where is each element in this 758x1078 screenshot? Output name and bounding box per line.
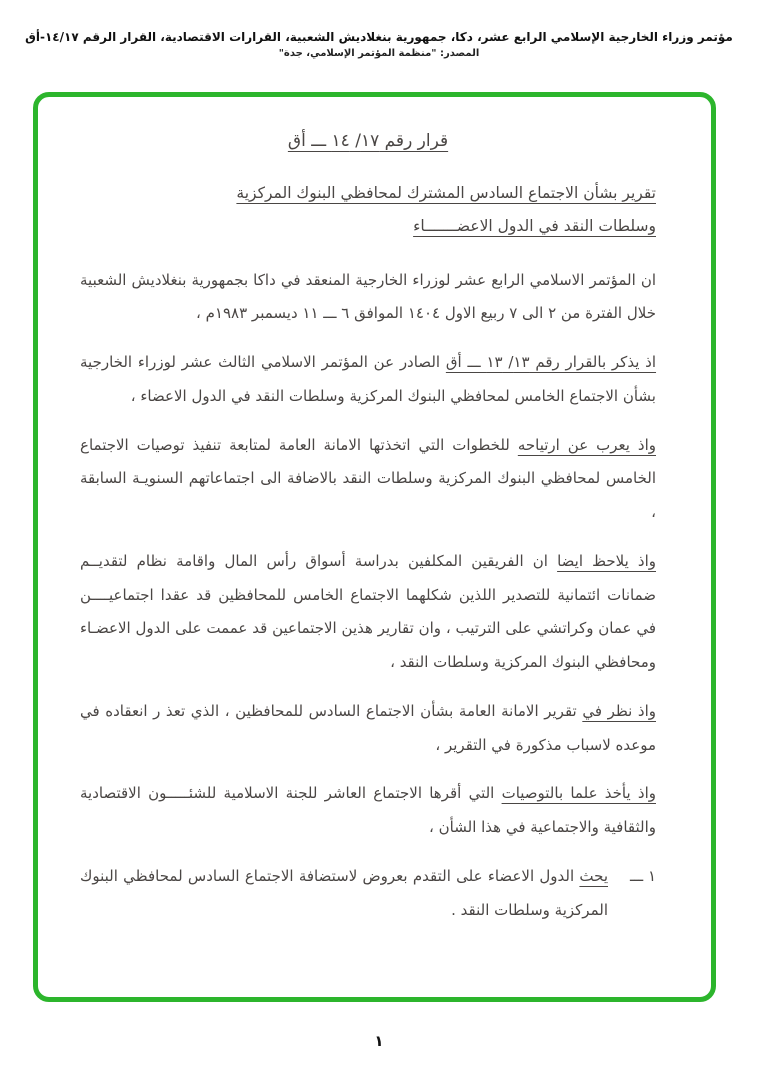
resolution-subtitle-line-2: وسلطات النقد في الدول الاعضـــــــاء — [413, 217, 656, 236]
paragraph-text: ان المؤتمر الاسلامي الرابع عشر لوزراء الخارجية المنعقد في داكا بجمهورية بنغلاديش الشعبية خلال الفترة من ٢ الى ٧ ربيع الاول ١٤٠٤ الموافق ٦ ـــ ١١ ديسمبر ١٩٨٣م ، — [80, 270, 656, 323]
page-number: ١ — [374, 1032, 384, 1050]
item-lead: يحث — [579, 866, 608, 885]
paragraph-preamble — [80, 264, 656, 332]
item-number: ١ ـــ — [629, 866, 656, 885]
paragraph-notes-also — [80, 545, 656, 680]
paragraph-lead: واذ نظر في — [582, 701, 656, 720]
paragraph-expresses-satisfaction — [80, 429, 656, 530]
paragraph-recalls — [80, 346, 656, 414]
paragraph-lead: واذ يأخذ علما بالتوصيات — [501, 784, 656, 803]
paragraph-text: ان الفريقين المكلفين بدراسة أسواق رأس المال واقامة نظام لتقديــم ضمانات ائتمانية للتصدير اللذين شكلهما الاجتماع الخامس للمحافظين قد عقدا اجتماعيــــن في عمان وكراتشي على الترتيب ، وان تقارير هذين الاجتماعين قد عممت على الدول الاعضـاء ومحافظي البنوك المركزية وسلطات النقد ، — [80, 551, 656, 672]
paragraph-takes-note — [80, 777, 656, 845]
paragraph-text: التي أقرها الاجتماع العاشر للجنة الاسلامية للشئـــــون الاقتصادية والثقافية والاجتماعية في هذا الشأن ، — [80, 784, 656, 837]
header-source: المصدر: "منظمة المؤتمر الإسلامي، جدة" — [278, 48, 480, 59]
header-title: مؤتمر وزراء الخارجية الإسلامي الرابع عشر، دكا، جمهورية بنغلاديش الشعبية، القرارات الاقتصادية، القرار الرقم ١٤/١٧-أق — [25, 30, 733, 44]
paragraph-text: الصادر عن المؤتمر الاسلامي الثالث عشر لوزراء الخارجية بشأن الاجتماع الخامس لمحافظي البنوك المركزية وسلطات النقد في الدول الاعضاء ، — [80, 353, 656, 405]
paragraph-lead: اذ يذكر بالقرار رقم ١٣/ ١٣ ـــ أق — [445, 353, 657, 372]
document-frame — [33, 92, 716, 1002]
resolution-title: قرار رقم ١٧/ ١٤ ـــ أق — [287, 131, 449, 151]
item-rest: الدول الاعضاء على التقدم بعروض لاستضافة الاجتماع السادس لمحافظي البنوك المركزية وسلطات النقد . — [80, 866, 608, 919]
page-header — [0, 30, 758, 59]
item-text — [80, 860, 608, 928]
paragraph-text: للخطوات التي اتخذتها الامانة العامة لمتابعة تنفيذ توصيات الاجتماع الخامس لمحافظي البنوك المركزية وسلطات النقد بالاضافة الى اجتماعاتهم السنويـة السابقة ، — [80, 435, 656, 522]
paragraph-lead: واذ يعرب عن ارتياحه — [517, 435, 656, 454]
numbered-item-1 — [80, 860, 656, 928]
resolution-subtitle-line-1: تقرير بشأن الاجتماع السادس المشترك لمحافظي البنوك المركزية — [236, 184, 656, 202]
paragraph-text: تقرير الامانة العامة بشأن الاجتماع السادس للمحافظين ، الذي تعذ ر انعقاده في موعده لاسباب مذكورة في التقرير ، — [80, 701, 656, 754]
paragraph-lead: واذ يلاحظ ايضا — [557, 551, 656, 570]
paragraph-having-considered — [80, 695, 656, 763]
